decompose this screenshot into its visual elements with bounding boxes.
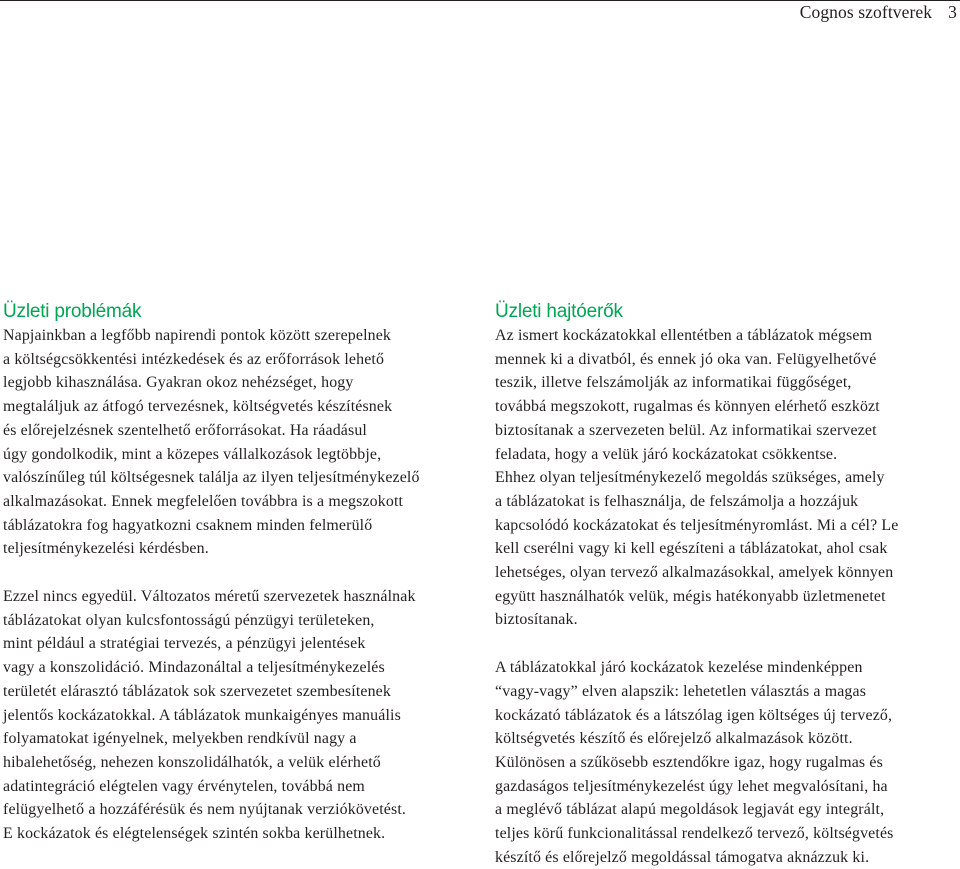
- text-line: feladata, hogy a velük járó kockázatokat csökkentse.: [495, 445, 838, 463]
- text-line: hibalehetőség, nehezen konszolidálhatók, a velük elérhető: [3, 753, 381, 771]
- text-line: Az ismert kockázatokkal ellentétben a táblázatok mégsem: [495, 327, 873, 344]
- text-line: lehetséges, olyan tervező alkalmazásokkal, amelyek könnyen: [495, 564, 894, 582]
- text-line: kell cserélni vagy ki kell egészíteni a táblázatokat, ahol csak: [495, 540, 888, 558]
- text-line: teszik, illetve felszámolják az informatikai függőséget,: [495, 374, 852, 392]
- section-heading-business-problems: Üzleti problémák: [3, 301, 142, 322]
- text-line: mint például a stratégiai tervezés, a pénzügyi jelentések: [3, 635, 366, 653]
- text-line: biztosítanak a szervezeten belül. Az informatikai szervezet: [495, 421, 877, 439]
- text-line: a meglévő táblázat alapú megoldások legjavát egy integrált,: [495, 801, 885, 819]
- section-heading-business-drivers: Üzleti hajtóerők: [495, 301, 623, 322]
- text-line: táblázatokra fog hagyatkozni csaknem minden felmerülő: [3, 516, 373, 534]
- running-head-title: Cognos szoftverek: [799, 2, 933, 22]
- text-line: mennek ki a divatból, és ennek jó oka van. Felügyelhetővé: [495, 350, 877, 368]
- text-line: kapcsolódó kockázatokat és teljesítményromlást. Mi a cél? Le: [495, 516, 899, 534]
- left-column: [3, 296, 463, 846]
- text-line: felügyelhető a hozzáférésük és nem nyújtanak verziókövetést.: [3, 801, 407, 819]
- text-line: a táblázatokat is felhasználja, de felszámolja a hozzájuk: [495, 492, 859, 510]
- text-line: Különösen a szűkösebb esztendőkre igaz, hogy rugalmas és: [495, 753, 883, 771]
- text-line: vagy a konszolidáció. Mindazonáltal a teljesítménykezelés: [3, 659, 385, 677]
- text-line: készítő és előrejelző megoldással támogatva aknázzuk ki.: [495, 848, 870, 866]
- text-line: táblázatokat olyan kulcsfontosságú pénzügyi területeken,: [3, 611, 375, 629]
- right-column: [495, 296, 957, 869]
- text-line: úgy gondolkodik, mint a közepes vállalkozások legtöbbje,: [3, 445, 382, 463]
- text-line: és előrejelzésnek szentelhető erőforrásokat. Ha ráadásul: [3, 421, 367, 439]
- page-number: 3: [948, 2, 957, 22]
- text-line: Napjainkban a legfőbb napirendi pontok között szerepelnek: [3, 327, 392, 344]
- text-line: legjobb kihasználása. Gyakran okoz nehézséget, hogy: [3, 374, 354, 392]
- text-line: együtt használhatók velük, mégis hatékonyabb üzletmenetet: [495, 587, 886, 605]
- text-line: valószínűleg túl költségesnek találja az ilyen teljesítménykezelő: [3, 469, 420, 487]
- text-line: kockázató táblázatok és a látszólag igen költséges új tervező,: [495, 706, 893, 724]
- text-line: a költségcsökkentési intézkedések és az erőforrások lehető: [3, 350, 385, 368]
- text-line: teljes körű funkcionalitással rendelkező tervező, költségvetés: [495, 825, 894, 843]
- text-line: Ezzel nincs egyedül. Változatos méretű szervezetek használnak: [3, 588, 416, 606]
- right-paragraph-2: [495, 656, 957, 869]
- text-line: biztosítanak.: [495, 611, 578, 629]
- text-line: “vagy-vagy” elven alapszik: lehetetlen választás a magas: [495, 682, 867, 700]
- text-line: megtaláljuk az átfogó tervezésnek, költségvetés készítésnek: [3, 398, 393, 416]
- text-line: továbbá megszokott, rugalmas és könnyen elérhető eszközt: [495, 398, 880, 416]
- text-line: jelentős kockázatokkal. A táblázatok munkaigényes manuális: [3, 706, 401, 724]
- left-paragraph-1: [3, 324, 463, 561]
- running-head: [800, 0, 957, 24]
- left-paragraph-2: [3, 585, 463, 846]
- text-line: gazdaságos teljesítménykezelést úgy lehet megvalósítani, ha: [495, 777, 888, 795]
- text-line: alkalmazásokat. Ennek megfelelően továbbra is a megszokott: [3, 492, 404, 510]
- text-line: területét elárasztó táblázatok sok szervezetet szembesítenek: [3, 682, 391, 700]
- text-line: Ehhez olyan teljesítménykezelő megoldás szükséges, amely: [495, 469, 885, 487]
- text-line: folyamatokat igényelnek, melyekben rendkívül nagy a: [3, 730, 357, 748]
- text-line: A táblázatokkal járó kockázatok kezelése mindenképpen: [495, 659, 863, 677]
- right-paragraph-1: [495, 324, 957, 632]
- text-line: E kockázatok és elégtelenségek szintén sokba kerülhetnek.: [3, 825, 386, 843]
- text-line: adatintegráció elégtelen vagy érvénytelen, továbbá nem: [3, 777, 365, 795]
- text-line: költségvetés készítő és előrejelző alkalmazások között.: [495, 730, 853, 748]
- text-line: teljesítménykezelési kérdésben.: [3, 540, 209, 558]
